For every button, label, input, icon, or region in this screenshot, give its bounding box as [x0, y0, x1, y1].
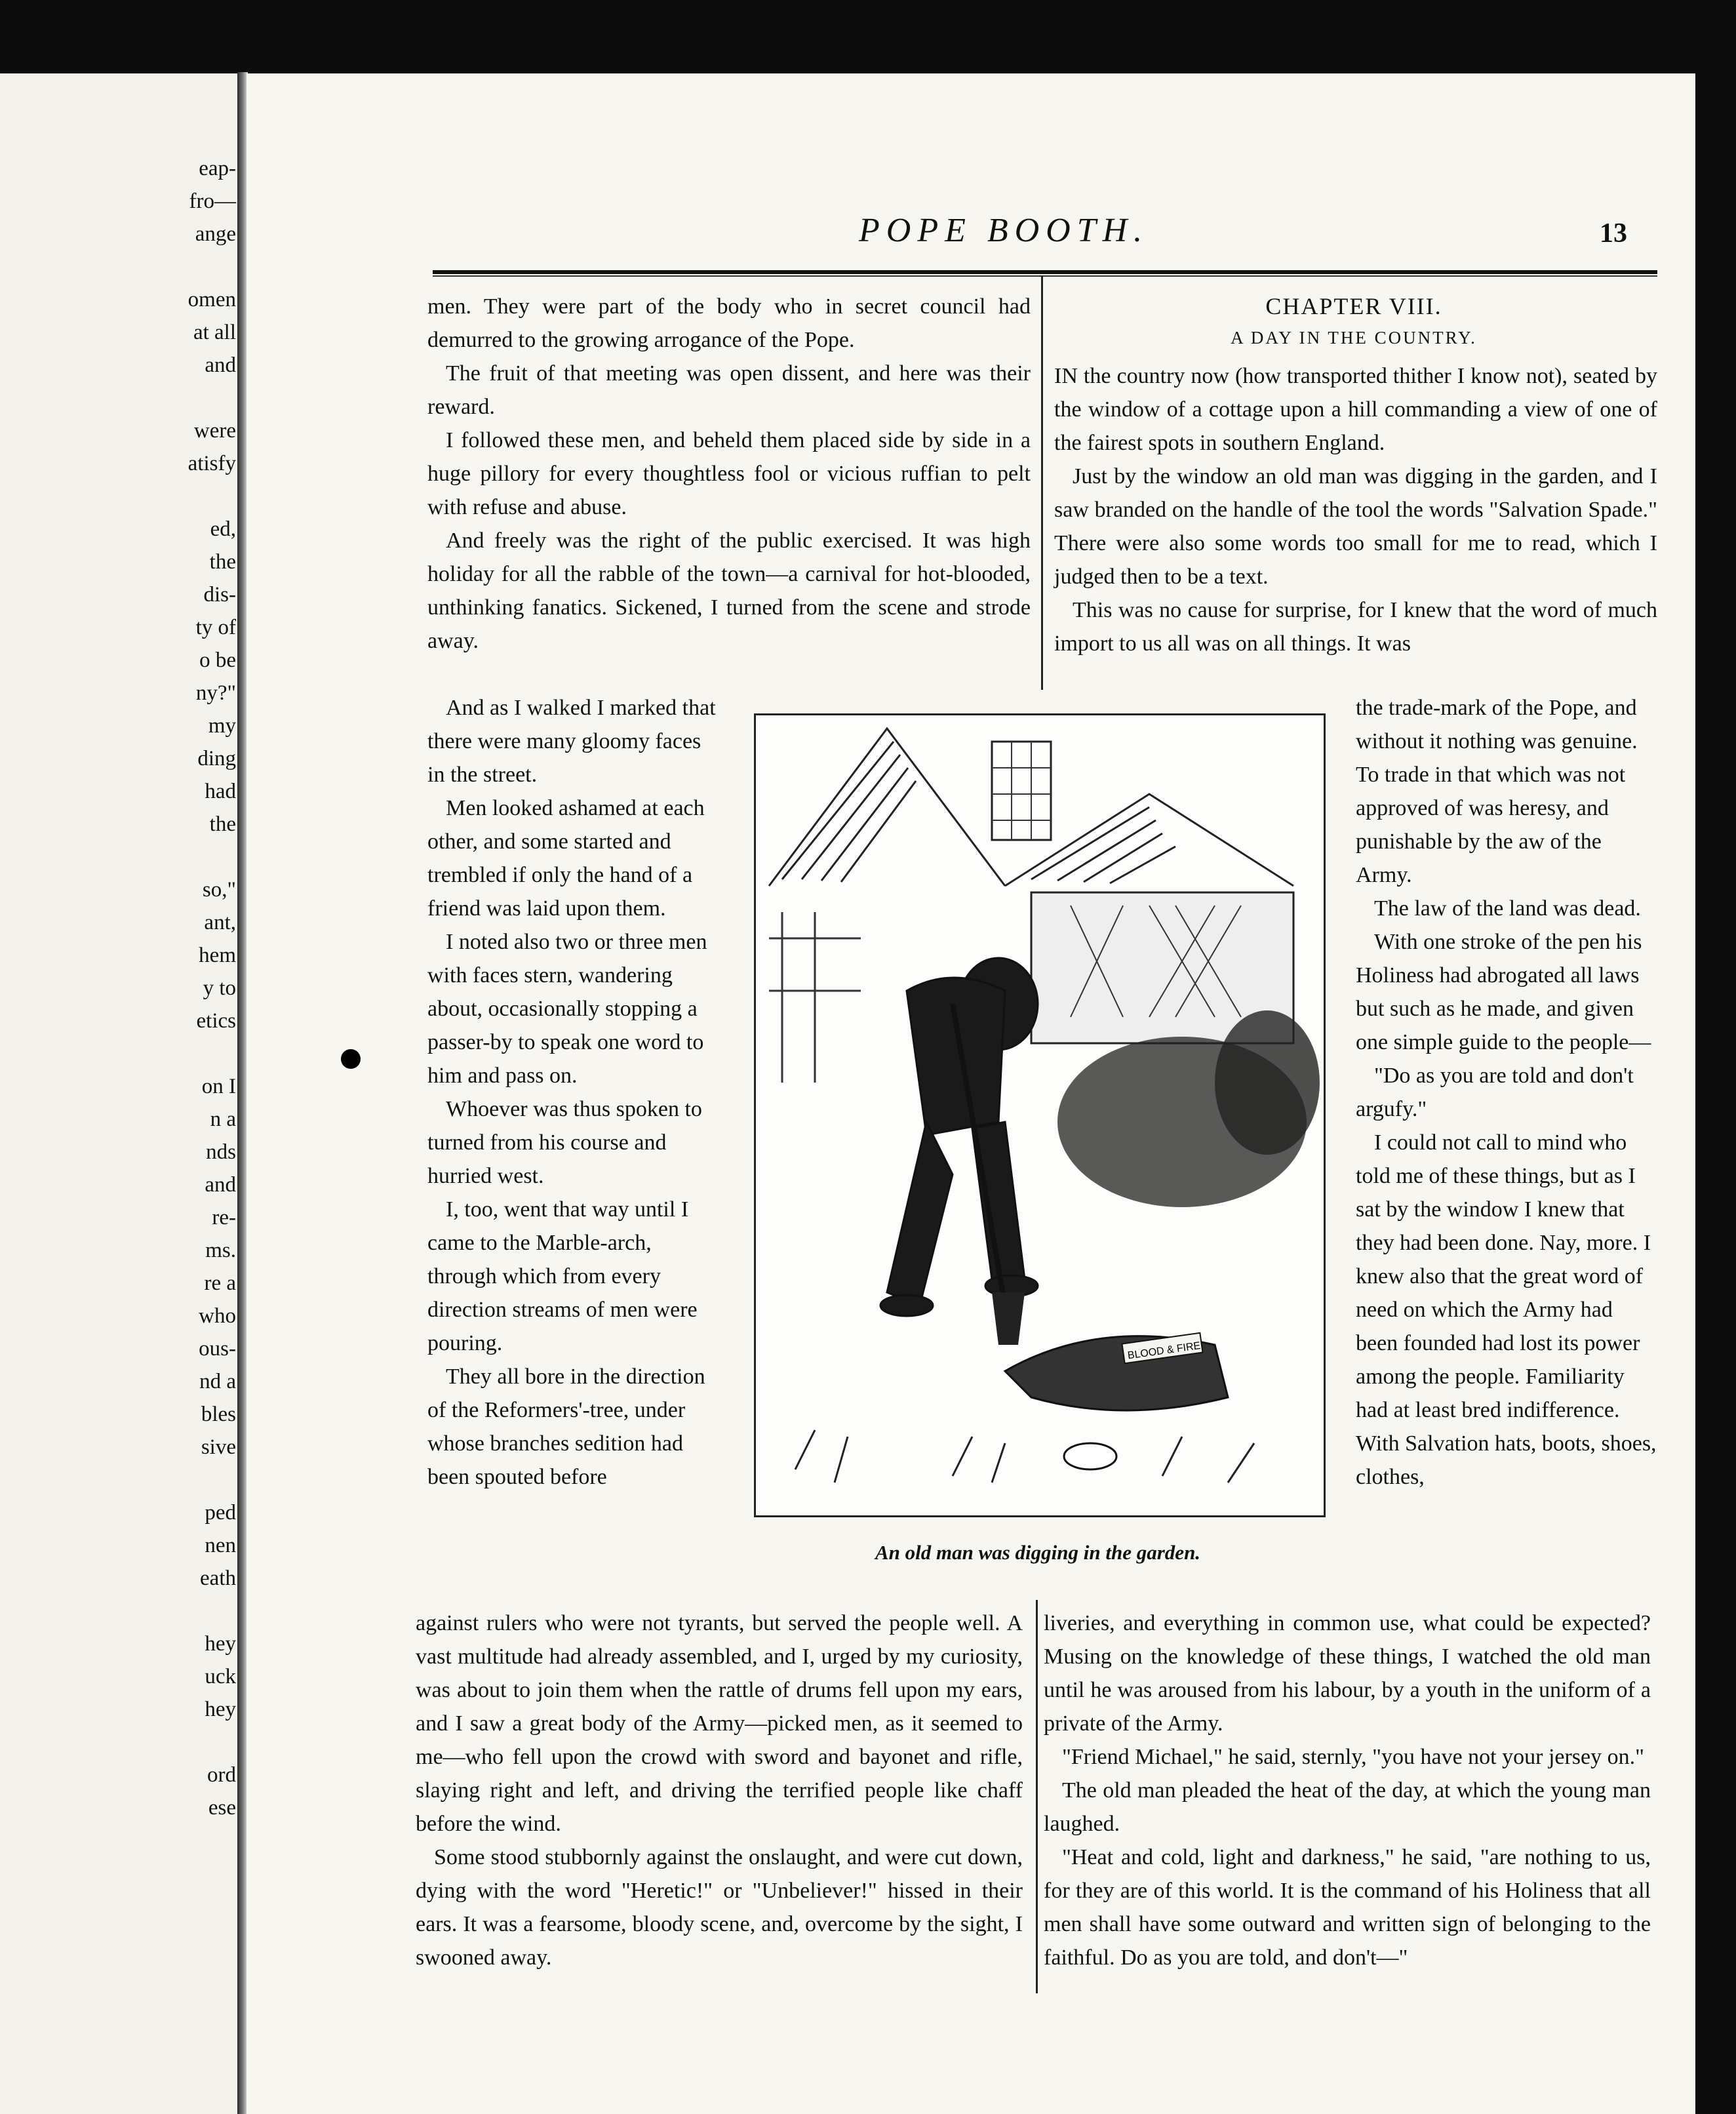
- left-page-fragment: the: [209, 812, 236, 836]
- left-page-fragment: hey: [205, 1632, 236, 1656]
- running-header-title: POPE BOOTH.: [859, 212, 1149, 249]
- paragraph: Whoever was thus spoken to turned from his course and hurried west.: [427, 1097, 702, 1188]
- left-page-fragment: were: [193, 419, 236, 443]
- paragraph: I could not call to mind who told me of these things, but as I sat by the window I knew that they had been done. Nay, more. I knew also that the great word of need on which the Army had been founded had lost its power among the people. Familiarity had at least bred indifference. With Salvation hats, boots, shoes, clothes,: [1356, 1130, 1657, 1489]
- left-page-fragment: dis-: [203, 583, 236, 607]
- left-page-fragment: ed,: [210, 517, 236, 541]
- old-man-digging-drawing: [756, 715, 1324, 1515]
- left-page-fragment: ange: [195, 222, 236, 246]
- left-page-fragment: fro—: [189, 189, 236, 213]
- left-page-fragment: ty of: [195, 616, 236, 639]
- chapter-heading: CHAPTER VIII.: [1265, 293, 1442, 319]
- left-page-fragment: o be: [199, 648, 236, 672]
- paragraph: Men looked ashamed at each other, and some started and trembled if only the hand of a friend was laid upon them.: [427, 796, 705, 921]
- left-page-fragment: ese: [208, 1796, 236, 1820]
- left-column-bottom: [416, 1606, 1023, 1974]
- page-number: 13: [1600, 218, 1627, 249]
- left-page-fragment: bles: [201, 1403, 236, 1426]
- paragraph: I noted also two or three men with faces stern, wandering about, occasionally stopping a passer-by to speak one word to him and pass on.: [427, 930, 707, 1088]
- header-rule-thin: [433, 275, 1657, 277]
- left-page-fragment: sive: [201, 1435, 236, 1459]
- paragraph: the trade-mark of the Pope, and without it nothing was genuine. To trade in that which was not approved of was heresy, and punishable by the aw of the Army.: [1356, 696, 1638, 887]
- left-page-fragment: ord: [207, 1763, 236, 1787]
- left-page-fragment: ant,: [204, 911, 236, 934]
- paragraph: "Friend Michael," he said, sternly, "you have not your jersey on.": [1062, 1745, 1645, 1769]
- left-page-fragment: ms.: [205, 1239, 236, 1262]
- scan-right-border: [1695, 73, 1736, 2114]
- left-page-fragment: re-: [212, 1206, 236, 1229]
- left-page-fragment: nd a: [199, 1370, 236, 1393]
- left-page-fragment: eap-: [199, 157, 236, 180]
- left-column-narrow: [427, 691, 720, 1494]
- left-page-fragment: n a: [210, 1107, 236, 1131]
- illustration-caption: An old man was digging in the garden.: [875, 1541, 1201, 1564]
- header-rule: [433, 270, 1657, 274]
- paragraph: The old man pleaded the heat of the day, at which the young man laughed.: [1044, 1778, 1651, 1836]
- paragraph: The fruit of that meeting was open dissent, and here was their reward.: [427, 361, 1031, 419]
- column-divider-top: [1041, 275, 1043, 690]
- left-page-fragment: omen: [187, 288, 236, 311]
- paragraph: The law of the land was dead.: [1374, 896, 1641, 921]
- left-page-fragment: re a: [204, 1271, 236, 1295]
- paragraph: I, too, went that way until I came to the Marble-arch, through which from every direction streams of men were pouring.: [427, 1197, 698, 1355]
- paragraph: And freely was the right of the public exercised. It was high holiday for all the rabble of the town—a carnival for hot-blooded, unthinking fanatics. Sickened, I turned from the scene and strode away.: [427, 528, 1031, 653]
- left-page-fragment: atisfy: [187, 452, 236, 475]
- left-page-fragment: had: [205, 780, 236, 803]
- left-page-fragment: who: [199, 1304, 236, 1328]
- jersey-sign-text: BLOOD & FIRE: [1126, 1340, 1202, 1362]
- paragraph: men. They were part of the body who in secret council had demurred to the growing arrogance of the Pope.: [427, 294, 1031, 352]
- paragraph: And as I walked I marked that there were many gloomy faces in the street.: [427, 696, 716, 787]
- left-page-fragment: on I: [201, 1075, 236, 1098]
- paragraph: against rulers who were not tyrants, but served the people well. A vast multitude had already assembled, and I, urged by my curiosity, was about to join them when the rattle of drums fell upon my ears, and I saw a great body of the Army—picked men, as it seemed to me—who fell upon the crowd with sword and bayonet and rifle, slaying right and left, and driving the terrified people like chaff before the wind.: [416, 1611, 1023, 1836]
- right-column-top: [1054, 359, 1657, 660]
- paragraph: With one stroke of the pen his Holiness had abrogated all laws but such as he made, and given one simple guide to the people—: [1356, 930, 1651, 1054]
- paragraph: liveries, and everything in common use, what could be expected? Musing on the knowledge of these things, I watched the old man until he was aroused from his labour, by a youth in the uniform of a private of the Army.: [1044, 1611, 1651, 1736]
- left-page-fragment: ous-: [199, 1337, 236, 1361]
- paragraph: Just by the window an old man was digging in the garden, and I saw branded on the handle of the tool the words "Salvation Spade." There were also some words too small for me to read, which I judged then to be a text.: [1054, 464, 1657, 589]
- scan-top-border: [0, 0, 1736, 79]
- right-column-narrow: [1356, 691, 1659, 1494]
- right-column-bottom: [1044, 1606, 1651, 1974]
- left-page-fragment: eath: [200, 1566, 236, 1590]
- paragraph: Some stood stubbornly against the onslaught, and were cut down, dying with the word "Heretic!" or "Unbeliever!" hissed in their ears. It was a fearsome, bloody scene, and, overcome by the sight, I swooned away.: [416, 1845, 1023, 1970]
- left-page-fragment: at all: [193, 321, 236, 344]
- left-page-fragment: uck: [205, 1665, 236, 1688]
- chapter-title: A DAY IN THE COUNTRY.: [1231, 328, 1477, 348]
- paragraph: This was no cause for surprise, for I knew that the word of much import to us all was on all things. It was: [1054, 598, 1657, 656]
- column-divider-bottom: [1036, 1600, 1038, 1993]
- left-page-fragment: hey: [205, 1698, 236, 1721]
- paragraph: IN the country now (how transported thither I know not), seated by the window of a cottage upon a hill commanding a view of one of the fairest spots in southern England.: [1054, 364, 1657, 455]
- paragraph: I followed these men, and beheld them placed side by side in a huge pillory for every thoughtless fool or vicious ruffian to pelt with refuse and abuse.: [427, 428, 1031, 519]
- left-page-fragment: y to: [203, 976, 236, 1000]
- left-page-fragment: my: [208, 714, 236, 738]
- left-column-top: [427, 290, 1031, 658]
- left-page-fragment: and: [205, 1173, 236, 1197]
- paragraph: "Do as you are told and don't argufy.": [1356, 1064, 1634, 1121]
- left-page-fragment: the: [209, 550, 236, 574]
- left-page-fragment: ny?": [195, 681, 236, 705]
- left-page-fragment: nen: [205, 1534, 236, 1557]
- left-page-fragment: nds: [206, 1140, 236, 1164]
- paragraph: They all bore in the direction of the Reformers'-tree, under whose branches sedition had been spouted before: [427, 1365, 705, 1489]
- left-page-fragment: ding: [197, 747, 236, 770]
- engraving-illustration: [754, 713, 1326, 1517]
- left-page-fragment: and: [205, 353, 236, 377]
- left-page-fragment: ped: [205, 1501, 236, 1525]
- left-page-fragment: etics: [196, 1009, 236, 1033]
- paragraph: "Heat and cold, light and darkness," he said, "are nothing to us, for they are of this world. It is the command of his Holiness that all men shall have some outward and written sign of belonging to the faithful. Do as you are told, and don't—": [1044, 1845, 1651, 1970]
- left-page-fragment: so,": [202, 878, 236, 902]
- left-page-edge: [0, 73, 241, 2114]
- ink-blot: [341, 1049, 361, 1069]
- left-page-fragment: hem: [199, 944, 236, 967]
